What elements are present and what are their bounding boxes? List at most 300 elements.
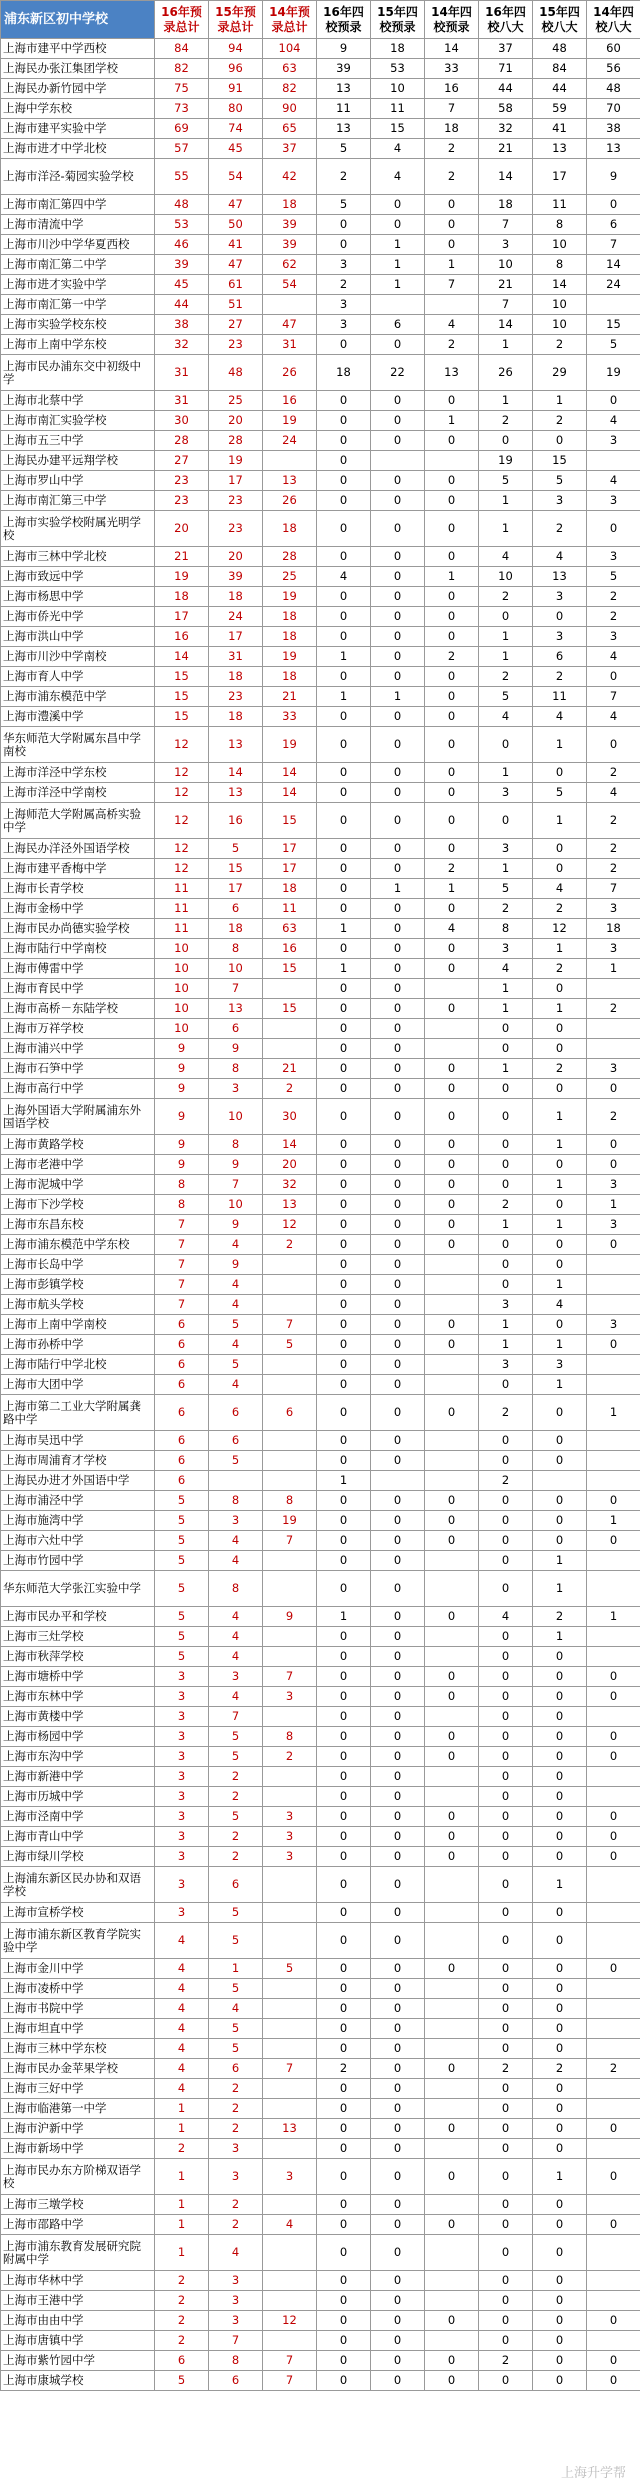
table-row bbox=[1, 1375, 640, 1395]
table-row bbox=[1, 2019, 640, 2039]
value-cell bbox=[587, 1039, 640, 1059]
value-cell: 33 bbox=[263, 707, 317, 727]
value-cell: 3 bbox=[155, 1807, 209, 1827]
value-cell: 0 bbox=[425, 215, 479, 235]
value-cell: 2 bbox=[155, 2311, 209, 2331]
table-row bbox=[1, 79, 640, 99]
value-cell: 3 bbox=[533, 587, 587, 607]
value-cell: 25 bbox=[263, 567, 317, 587]
value-cell: 0 bbox=[533, 1667, 587, 1687]
value-cell: 0 bbox=[371, 1979, 425, 1999]
school-name: 上海市建平实验中学 bbox=[1, 119, 155, 139]
value-cell: 30 bbox=[155, 411, 209, 431]
table-row bbox=[1, 2215, 640, 2235]
value-cell bbox=[587, 1903, 640, 1923]
value-cell: 2 bbox=[209, 1787, 263, 1807]
value-cell: 2 bbox=[425, 159, 479, 195]
value-cell: 2 bbox=[155, 2139, 209, 2159]
value-cell: 1 bbox=[371, 235, 425, 255]
school-name: 上海市陆行中学南校 bbox=[1, 939, 155, 959]
value-cell: 2 bbox=[587, 839, 640, 859]
value-cell: 0 bbox=[479, 1867, 533, 1903]
value-cell: 11 bbox=[533, 195, 587, 215]
value-cell: 0 bbox=[371, 1903, 425, 1923]
value-cell: 3 bbox=[155, 1903, 209, 1923]
value-cell: 0 bbox=[425, 431, 479, 451]
value-cell: 69 bbox=[155, 119, 209, 139]
value-cell: 0 bbox=[479, 2215, 533, 2235]
value-cell: 70 bbox=[587, 99, 640, 119]
value-cell: 17 bbox=[263, 859, 317, 879]
value-cell: 30 bbox=[263, 1099, 317, 1135]
value-cell: 0 bbox=[425, 1607, 479, 1627]
value-cell: 6 bbox=[263, 1395, 317, 1431]
value-cell: 3 bbox=[209, 2311, 263, 2331]
value-cell: 15 bbox=[587, 315, 640, 335]
value-cell: 0 bbox=[587, 2371, 640, 2391]
value-cell bbox=[263, 1647, 317, 1667]
school-name: 上海市书院中学 bbox=[1, 1999, 155, 2019]
value-cell: 0 bbox=[425, 1155, 479, 1175]
value-cell: 6 bbox=[155, 1431, 209, 1451]
value-cell: 2 bbox=[425, 647, 479, 667]
value-cell: 0 bbox=[371, 511, 425, 547]
value-cell: 11 bbox=[317, 99, 371, 119]
value-cell: 3 bbox=[209, 2291, 263, 2311]
value-cell: 1 bbox=[533, 1175, 587, 1195]
table-row bbox=[1, 1255, 640, 1275]
value-cell: 0 bbox=[371, 471, 425, 491]
value-cell: 3 bbox=[263, 1687, 317, 1707]
school-name: 上海市育民中学 bbox=[1, 979, 155, 999]
value-cell: 4 bbox=[587, 411, 640, 431]
value-cell: 16 bbox=[263, 939, 317, 959]
value-cell: 18 bbox=[209, 667, 263, 687]
value-cell: 8 bbox=[263, 1491, 317, 1511]
value-cell: 15 bbox=[263, 959, 317, 979]
value-cell: 10 bbox=[209, 1099, 263, 1135]
value-cell: 1 bbox=[479, 859, 533, 879]
value-cell: 4 bbox=[209, 1335, 263, 1355]
value-cell bbox=[587, 2019, 640, 2039]
value-cell: 10 bbox=[155, 939, 209, 959]
value-cell: 5 bbox=[479, 471, 533, 491]
value-cell: 94 bbox=[209, 39, 263, 59]
value-cell bbox=[587, 979, 640, 999]
table-row bbox=[1, 2291, 640, 2311]
value-cell: 2 bbox=[263, 1235, 317, 1255]
value-cell bbox=[263, 1019, 317, 1039]
value-cell: 0 bbox=[479, 1827, 533, 1847]
value-cell: 0 bbox=[479, 1979, 533, 1999]
value-cell bbox=[587, 1451, 640, 1471]
value-cell: 13 bbox=[533, 139, 587, 159]
value-cell: 0 bbox=[371, 1727, 425, 1747]
watermark: 上海升学帮 bbox=[560, 2466, 626, 2481]
school-name: 上海市侨光中学 bbox=[1, 607, 155, 627]
value-cell bbox=[263, 2291, 317, 2311]
value-cell: 14 bbox=[479, 159, 533, 195]
value-cell: 0 bbox=[479, 1571, 533, 1607]
value-cell: 1 bbox=[587, 1195, 640, 1215]
value-cell bbox=[587, 1375, 640, 1395]
value-cell: 18 bbox=[209, 919, 263, 939]
value-cell: 12 bbox=[155, 839, 209, 859]
value-cell: 4 bbox=[155, 2059, 209, 2079]
school-name: 上海市三林中学北校 bbox=[1, 547, 155, 567]
value-cell: 0 bbox=[317, 235, 371, 255]
value-cell bbox=[263, 1867, 317, 1903]
value-cell: 0 bbox=[533, 1827, 587, 1847]
value-cell: 1 bbox=[425, 567, 479, 587]
value-cell: 0 bbox=[533, 2235, 587, 2271]
school-name: 上海市华林中学 bbox=[1, 2271, 155, 2291]
value-cell: 0 bbox=[317, 1215, 371, 1235]
value-cell: 0 bbox=[371, 1195, 425, 1215]
value-cell: 37 bbox=[479, 39, 533, 59]
value-cell bbox=[587, 451, 640, 471]
value-cell: 8 bbox=[209, 1571, 263, 1607]
table-row bbox=[1, 2195, 640, 2215]
value-cell: 0 bbox=[317, 1647, 371, 1667]
value-cell: 0 bbox=[533, 1979, 587, 1999]
value-cell: 7 bbox=[155, 1215, 209, 1235]
value-cell: 0 bbox=[371, 959, 425, 979]
value-cell: 0 bbox=[317, 1059, 371, 1079]
value-cell: 0 bbox=[371, 1787, 425, 1807]
value-cell: 25 bbox=[209, 391, 263, 411]
value-cell: 13 bbox=[533, 567, 587, 587]
value-cell: 0 bbox=[371, 1491, 425, 1511]
value-cell: 7 bbox=[263, 1667, 317, 1687]
value-cell: 0 bbox=[317, 451, 371, 471]
value-cell: 0 bbox=[587, 727, 640, 763]
value-cell: 0 bbox=[587, 1491, 640, 1511]
value-cell bbox=[425, 2019, 479, 2039]
value-cell: 7 bbox=[263, 2059, 317, 2079]
table-row bbox=[1, 2119, 640, 2139]
value-cell: 7 bbox=[209, 1707, 263, 1727]
value-cell bbox=[263, 1787, 317, 1807]
table-row bbox=[1, 607, 640, 627]
header-col: 16年四校预录 bbox=[317, 1, 371, 39]
value-cell: 47 bbox=[263, 315, 317, 335]
value-cell: 12 bbox=[155, 783, 209, 803]
value-cell: 39 bbox=[317, 59, 371, 79]
value-cell: 15 bbox=[155, 667, 209, 687]
value-cell: 1 bbox=[317, 959, 371, 979]
value-cell: 23 bbox=[209, 335, 263, 355]
school-name: 上海市罗山中学 bbox=[1, 471, 155, 491]
value-cell: 0 bbox=[533, 2271, 587, 2291]
value-cell bbox=[425, 1295, 479, 1315]
value-cell: 0 bbox=[317, 1275, 371, 1295]
value-cell: 5 bbox=[209, 1979, 263, 1999]
value-cell: 13 bbox=[263, 2119, 317, 2139]
value-cell: 7 bbox=[263, 1531, 317, 1551]
header-col: 16年四校八大 bbox=[479, 1, 533, 39]
value-cell bbox=[263, 979, 317, 999]
value-cell bbox=[425, 1019, 479, 1039]
value-cell: 0 bbox=[587, 195, 640, 215]
value-cell: 6 bbox=[155, 1375, 209, 1395]
value-cell: 0 bbox=[317, 859, 371, 879]
value-cell: 0 bbox=[317, 2271, 371, 2291]
value-cell: 2 bbox=[425, 335, 479, 355]
value-cell: 0 bbox=[317, 1827, 371, 1847]
value-cell: 0 bbox=[533, 2215, 587, 2235]
value-cell: 0 bbox=[479, 1099, 533, 1135]
value-cell: 0 bbox=[479, 1707, 533, 1727]
value-cell: 0 bbox=[371, 647, 425, 667]
value-cell: 5 bbox=[155, 1531, 209, 1551]
value-cell: 0 bbox=[533, 2039, 587, 2059]
value-cell bbox=[587, 2099, 640, 2119]
value-cell: 0 bbox=[317, 2235, 371, 2271]
table-row bbox=[1, 547, 640, 567]
value-cell: 8 bbox=[155, 1175, 209, 1195]
value-cell: 53 bbox=[371, 59, 425, 79]
value-cell: 3 bbox=[587, 491, 640, 511]
table-row bbox=[1, 727, 640, 763]
value-cell: 28 bbox=[263, 547, 317, 567]
value-cell: 0 bbox=[587, 2311, 640, 2331]
value-cell: 12 bbox=[533, 919, 587, 939]
table-row bbox=[1, 1787, 640, 1807]
value-cell: 16 bbox=[209, 803, 263, 839]
value-cell: 1 bbox=[479, 1335, 533, 1355]
table-row bbox=[1, 255, 640, 275]
value-cell: 16 bbox=[425, 79, 479, 99]
table-row bbox=[1, 119, 640, 139]
value-cell: 0 bbox=[533, 1707, 587, 1727]
value-cell: 0 bbox=[479, 1647, 533, 1667]
value-cell: 1 bbox=[317, 1607, 371, 1627]
value-cell: 7 bbox=[479, 295, 533, 315]
school-name: 上海市三好中学 bbox=[1, 2079, 155, 2099]
value-cell: 0 bbox=[425, 1847, 479, 1867]
value-cell: 53 bbox=[155, 215, 209, 235]
school-name: 上海市历城中学 bbox=[1, 1787, 155, 1807]
value-cell: 0 bbox=[317, 1727, 371, 1747]
value-cell: 0 bbox=[317, 1687, 371, 1707]
value-cell: 0 bbox=[533, 1235, 587, 1255]
value-cell: 0 bbox=[533, 1511, 587, 1531]
value-cell bbox=[587, 1867, 640, 1903]
value-cell: 2 bbox=[209, 1827, 263, 1847]
value-cell: 8 bbox=[209, 2351, 263, 2371]
value-cell: 0 bbox=[371, 2351, 425, 2371]
value-cell: 1 bbox=[587, 959, 640, 979]
value-cell: 2 bbox=[209, 2215, 263, 2235]
value-cell: 3 bbox=[479, 783, 533, 803]
value-cell bbox=[263, 1255, 317, 1275]
school-name: 上海市宣桥学校 bbox=[1, 1903, 155, 1923]
value-cell bbox=[587, 2139, 640, 2159]
table-row bbox=[1, 1531, 640, 1551]
value-cell: 3 bbox=[263, 2159, 317, 2195]
value-cell: 3 bbox=[587, 627, 640, 647]
school-name: 上海市石笋中学 bbox=[1, 1059, 155, 1079]
header-school: 浦东新区初中学校 bbox=[1, 1, 155, 39]
value-cell: 0 bbox=[587, 1531, 640, 1551]
value-cell: 0 bbox=[425, 491, 479, 511]
value-cell: 0 bbox=[317, 587, 371, 607]
value-cell bbox=[425, 1903, 479, 1923]
value-cell bbox=[263, 451, 317, 471]
value-cell: 3 bbox=[155, 1727, 209, 1747]
value-cell: 0 bbox=[371, 1551, 425, 1571]
table-row bbox=[1, 2079, 640, 2099]
value-cell: 0 bbox=[371, 763, 425, 783]
value-cell: 0 bbox=[317, 1355, 371, 1375]
value-cell: 0 bbox=[317, 667, 371, 687]
value-cell: 4 bbox=[479, 547, 533, 567]
value-cell: 0 bbox=[317, 2215, 371, 2235]
value-cell: 0 bbox=[317, 471, 371, 491]
school-name: 上海市澧溪中学 bbox=[1, 707, 155, 727]
school-name: 上海市建平中学西校 bbox=[1, 39, 155, 59]
value-cell: 5 bbox=[209, 1727, 263, 1747]
value-cell bbox=[587, 1923, 640, 1959]
value-cell: 0 bbox=[317, 411, 371, 431]
value-cell bbox=[263, 1923, 317, 1959]
value-cell: 0 bbox=[317, 1903, 371, 1923]
value-cell: 0 bbox=[425, 1807, 479, 1827]
school-name: 上海市傅雷中学 bbox=[1, 959, 155, 979]
value-cell: 13 bbox=[209, 727, 263, 763]
value-cell: 0 bbox=[533, 1431, 587, 1451]
value-cell: 0 bbox=[317, 1807, 371, 1827]
value-cell: 0 bbox=[533, 1923, 587, 1959]
value-cell: 0 bbox=[425, 2371, 479, 2391]
value-cell: 24 bbox=[263, 431, 317, 451]
value-cell: 2 bbox=[155, 2291, 209, 2311]
value-cell bbox=[263, 2195, 317, 2215]
value-cell: 0 bbox=[371, 1335, 425, 1355]
school-name: 上海市高桥－东陆学校 bbox=[1, 999, 155, 1019]
value-cell: 6 bbox=[209, 1431, 263, 1451]
table-row bbox=[1, 1511, 640, 1531]
value-cell: 0 bbox=[371, 1275, 425, 1295]
value-cell: 0 bbox=[425, 1315, 479, 1335]
table-row bbox=[1, 1551, 640, 1571]
value-cell: 0 bbox=[371, 2195, 425, 2215]
value-cell: 3 bbox=[155, 1747, 209, 1767]
table-row bbox=[1, 783, 640, 803]
value-cell: 14 bbox=[155, 647, 209, 667]
value-cell: 5 bbox=[263, 1335, 317, 1355]
value-cell: 0 bbox=[317, 2371, 371, 2391]
value-cell: 0 bbox=[425, 2119, 479, 2139]
value-cell: 13 bbox=[263, 471, 317, 491]
value-cell: 0 bbox=[371, 979, 425, 999]
value-cell bbox=[587, 2291, 640, 2311]
value-cell: 0 bbox=[533, 2195, 587, 2215]
value-cell: 65 bbox=[263, 119, 317, 139]
value-cell: 3 bbox=[479, 939, 533, 959]
value-cell: 0 bbox=[317, 1195, 371, 1215]
value-cell bbox=[425, 1867, 479, 1903]
value-cell: 0 bbox=[317, 1999, 371, 2019]
value-cell: 1 bbox=[479, 335, 533, 355]
value-cell: 9 bbox=[155, 1099, 209, 1135]
value-cell: 5 bbox=[155, 1511, 209, 1531]
value-cell: 15 bbox=[533, 451, 587, 471]
value-cell: 0 bbox=[587, 1959, 640, 1979]
value-cell: 0 bbox=[425, 1215, 479, 1235]
value-cell: 0 bbox=[533, 1395, 587, 1431]
value-cell: 84 bbox=[155, 39, 209, 59]
school-name: 上海市浦东模范中学 bbox=[1, 687, 155, 707]
value-cell: 16 bbox=[263, 391, 317, 411]
value-cell: 0 bbox=[317, 1747, 371, 1767]
value-cell: 4 bbox=[209, 1627, 263, 1647]
value-cell: 0 bbox=[425, 1395, 479, 1431]
value-cell: 21 bbox=[479, 139, 533, 159]
value-cell: 0 bbox=[371, 2311, 425, 2331]
value-cell: 9 bbox=[209, 1255, 263, 1275]
value-cell: 0 bbox=[371, 2059, 425, 2079]
value-cell: 14 bbox=[263, 783, 317, 803]
value-cell: 4 bbox=[479, 1607, 533, 1627]
value-cell bbox=[263, 1275, 317, 1295]
value-cell bbox=[263, 1375, 317, 1395]
value-cell: 3 bbox=[263, 1827, 317, 1847]
value-cell: 0 bbox=[371, 2331, 425, 2351]
value-cell: 0 bbox=[371, 2079, 425, 2099]
value-cell: 8 bbox=[479, 919, 533, 939]
value-cell: 2 bbox=[479, 1395, 533, 1431]
school-name: 上海市浦东新区教育学院实验中学 bbox=[1, 1923, 155, 1959]
value-cell: 28 bbox=[209, 431, 263, 451]
value-cell: 10 bbox=[209, 1195, 263, 1215]
table-row bbox=[1, 59, 640, 79]
value-cell: 18 bbox=[263, 879, 317, 899]
value-cell: 2 bbox=[479, 1471, 533, 1491]
value-cell: 16 bbox=[155, 627, 209, 647]
value-cell: 19 bbox=[209, 451, 263, 471]
value-cell: 0 bbox=[479, 1451, 533, 1471]
value-cell: 48 bbox=[155, 195, 209, 215]
value-cell: 0 bbox=[371, 491, 425, 511]
table-row bbox=[1, 667, 640, 687]
school-name: 上海市秋萍学校 bbox=[1, 1647, 155, 1667]
value-cell: 0 bbox=[425, 627, 479, 647]
value-cell: 0 bbox=[371, 587, 425, 607]
value-cell: 44 bbox=[479, 79, 533, 99]
header-col: 16年预录总计 bbox=[155, 1, 209, 39]
value-cell: 7 bbox=[425, 99, 479, 119]
table-row bbox=[1, 235, 640, 255]
value-cell: 2 bbox=[155, 2271, 209, 2291]
header-col: 15年四校预录 bbox=[371, 1, 425, 39]
value-cell: 1 bbox=[317, 647, 371, 667]
value-cell: 0 bbox=[317, 335, 371, 355]
value-cell: 6 bbox=[209, 2371, 263, 2391]
value-cell: 9 bbox=[317, 39, 371, 59]
value-cell: 10 bbox=[479, 255, 533, 275]
value-cell: 2 bbox=[317, 159, 371, 195]
value-cell: 11 bbox=[533, 687, 587, 707]
value-cell bbox=[425, 1275, 479, 1295]
value-cell: 0 bbox=[371, 1315, 425, 1335]
value-cell: 14 bbox=[263, 1135, 317, 1155]
value-cell: 0 bbox=[587, 667, 640, 687]
value-cell bbox=[587, 2271, 640, 2291]
value-cell: 1 bbox=[479, 1315, 533, 1335]
value-cell: 8 bbox=[209, 1491, 263, 1511]
